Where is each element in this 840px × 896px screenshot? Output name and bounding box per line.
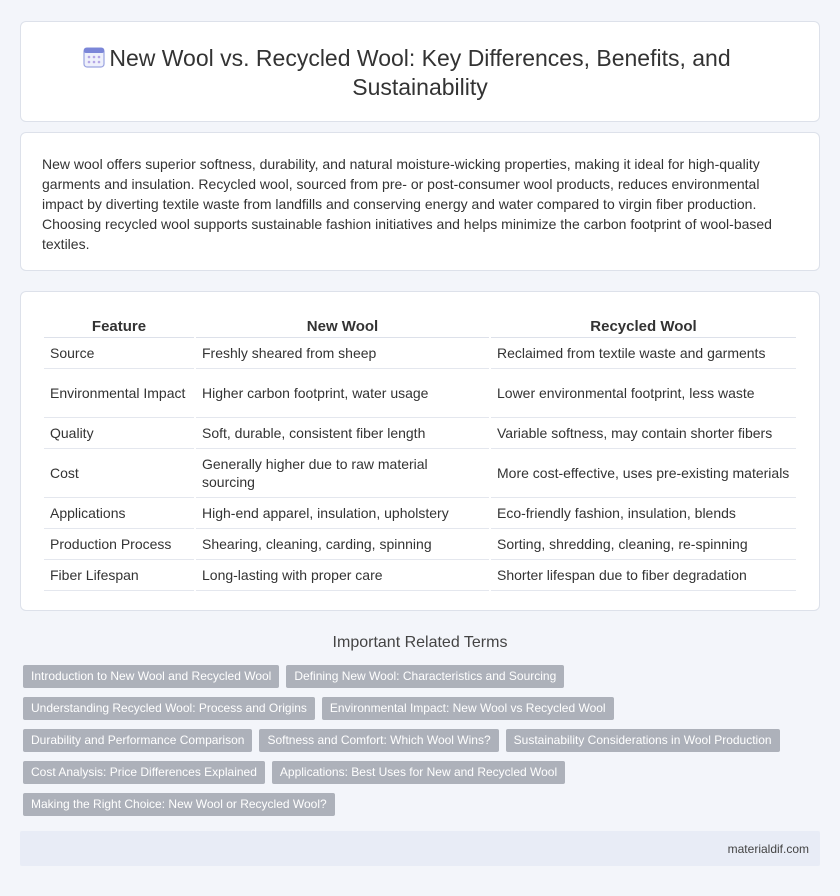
table-cell: High-end apparel, insulation, upholstery — [196, 498, 489, 529]
table-cell: Freshly sheared from sheep — [196, 338, 489, 369]
table-row — [44, 418, 796, 449]
related-term-tag[interactable]: Applications: Best Uses for New and Recycled Wool — [272, 761, 565, 784]
table-cell: Applications — [44, 498, 194, 529]
table-cell: Eco-friendly fashion, insulation, blends — [491, 498, 796, 529]
table-row — [44, 529, 796, 560]
related-term-tag[interactable]: Introduction to New Wool and Recycled Wool — [23, 665, 279, 688]
tag-row — [23, 793, 813, 816]
table-cell: More cost-effective, uses pre-existing materials — [491, 449, 796, 498]
footer-site-link[interactable]: materialdif.com — [727, 842, 809, 856]
column-header: Recycled Wool — [491, 316, 796, 338]
table-row — [44, 449, 796, 498]
tag-row — [23, 665, 813, 688]
table-row — [44, 560, 796, 591]
table-header-row — [44, 316, 796, 338]
table-cell: Reclaimed from textile waste and garments — [491, 338, 796, 369]
table-cell: Fiber Lifespan — [44, 560, 194, 591]
related-term-tag[interactable]: Durability and Performance Comparison — [23, 729, 252, 752]
tag-row — [23, 729, 813, 752]
column-header: Feature — [44, 316, 194, 338]
related-terms-list — [23, 665, 813, 825]
table-row — [44, 369, 796, 418]
table-cell: Sorting, shredding, cleaning, re-spinning — [491, 529, 796, 560]
table-cell: Shearing, cleaning, carding, spinning — [196, 529, 489, 560]
related-term-tag[interactable]: Making the Right Choice: New Wool or Recycled Wool? — [23, 793, 335, 816]
tag-row — [23, 697, 813, 720]
table-cell: Lower environmental footprint, less waste — [491, 369, 796, 418]
header-card — [20, 21, 820, 122]
table-cell: Soft, durable, consistent fiber length — [196, 418, 489, 449]
comparison-table — [42, 316, 798, 591]
table-cell: Environmental Impact — [44, 369, 194, 418]
table-row — [44, 338, 796, 369]
table-cell: Variable softness, may contain shorter fibers — [491, 418, 796, 449]
related-term-tag[interactable]: Environmental Impact: New Wool vs Recycled Wool — [322, 697, 614, 720]
related-term-tag[interactable]: Cost Analysis: Price Differences Explained — [23, 761, 265, 784]
related-term-tag[interactable]: Softness and Comfort: Which Wool Wins? — [259, 729, 498, 752]
related-terms-title: Important Related Terms — [332, 634, 508, 651]
table-cell: Production Process — [44, 529, 194, 560]
column-header: New Wool — [196, 316, 489, 338]
related-term-tag[interactable]: Understanding Recycled Wool: Process and Origins — [23, 697, 315, 720]
footer — [20, 831, 820, 866]
comparison-card — [20, 291, 820, 611]
table-cell: Cost — [44, 449, 194, 498]
table-cell: Long-lasting with proper care — [196, 560, 489, 591]
related-term-tag[interactable]: Defining New Wool: Characteristics and Sourcing — [286, 665, 564, 688]
table-cell: Quality — [44, 418, 194, 449]
table-row — [44, 498, 796, 529]
related-term-tag[interactable]: Sustainability Considerations in Wool Production — [506, 729, 780, 752]
table-cell: Higher carbon footprint, water usage — [196, 369, 489, 418]
tag-row — [23, 761, 813, 784]
table-cell: Shorter lifespan due to fiber degradation — [491, 560, 796, 591]
table-cell: Source — [44, 338, 194, 369]
page-title: New Wool vs. Recycled Wool: Key Differences, Benefits, and Sustainability — [109, 45, 731, 100]
intro-card — [20, 132, 820, 271]
table-cell: Generally higher due to raw material sourcing — [196, 449, 489, 498]
intro-paragraph: New wool offers superior softness, durability, and natural moisture-wicking properties, making it ideal for high-quality garments and insulation. Recycled wool, sourced from pre- or post-consumer wool products, reduces environmental impact by diverting textile waste from landfills and conserving energy and water compared to virgin fiber production. Choosing recycled wool supports sustainable fashion initiatives and helps minimize the carbon footprint of wool-based textiles. — [42, 156, 772, 252]
